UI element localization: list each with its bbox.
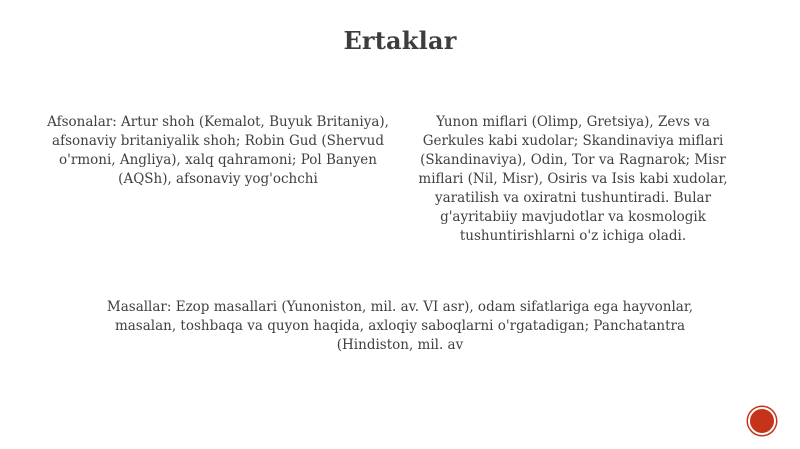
slide-nav-button[interactable] [748, 407, 776, 435]
slide-title: Ertaklar [343, 26, 457, 55]
fables-text-block: Masallar: Ezop masallari (Yunoniston, mil. av. VI asr), odam sifatlariga ega hayvonlar, masalan, toshbaqa va quyon haqida, axloqiy saboqlarni o'rgatadigan; Panchatantra (Hindiston, mil. av [106, 299, 694, 353]
mythology-text-block: Yunon miflari (Olimp, Gretsiya), Zevs va Gerkules kabi xudolar; Skandinaviya miflari (Skandinaviya), Odin, Tor va Ragnarok; Misr miflari (Nil, Misr), Osiris va Isis kabi xudolar, yaratilish va oxiratni tushuntiradi. Bular g'ayritabiiy mavjudotlar va kosmologik tushuntirishlarni o'z ichiga oladi. [418, 114, 728, 244]
myths-legends-text-block: Afsonalar: Artur shoh (Kemalot, Buyuk Britaniya), afsonaviy britaniyalik shoh; Robin Gud (Shervud o'rmoni, Angliya), xalq qahramoni; Pol Banyen (AQSh), afsonaviy yog'ochchi [47, 114, 389, 187]
